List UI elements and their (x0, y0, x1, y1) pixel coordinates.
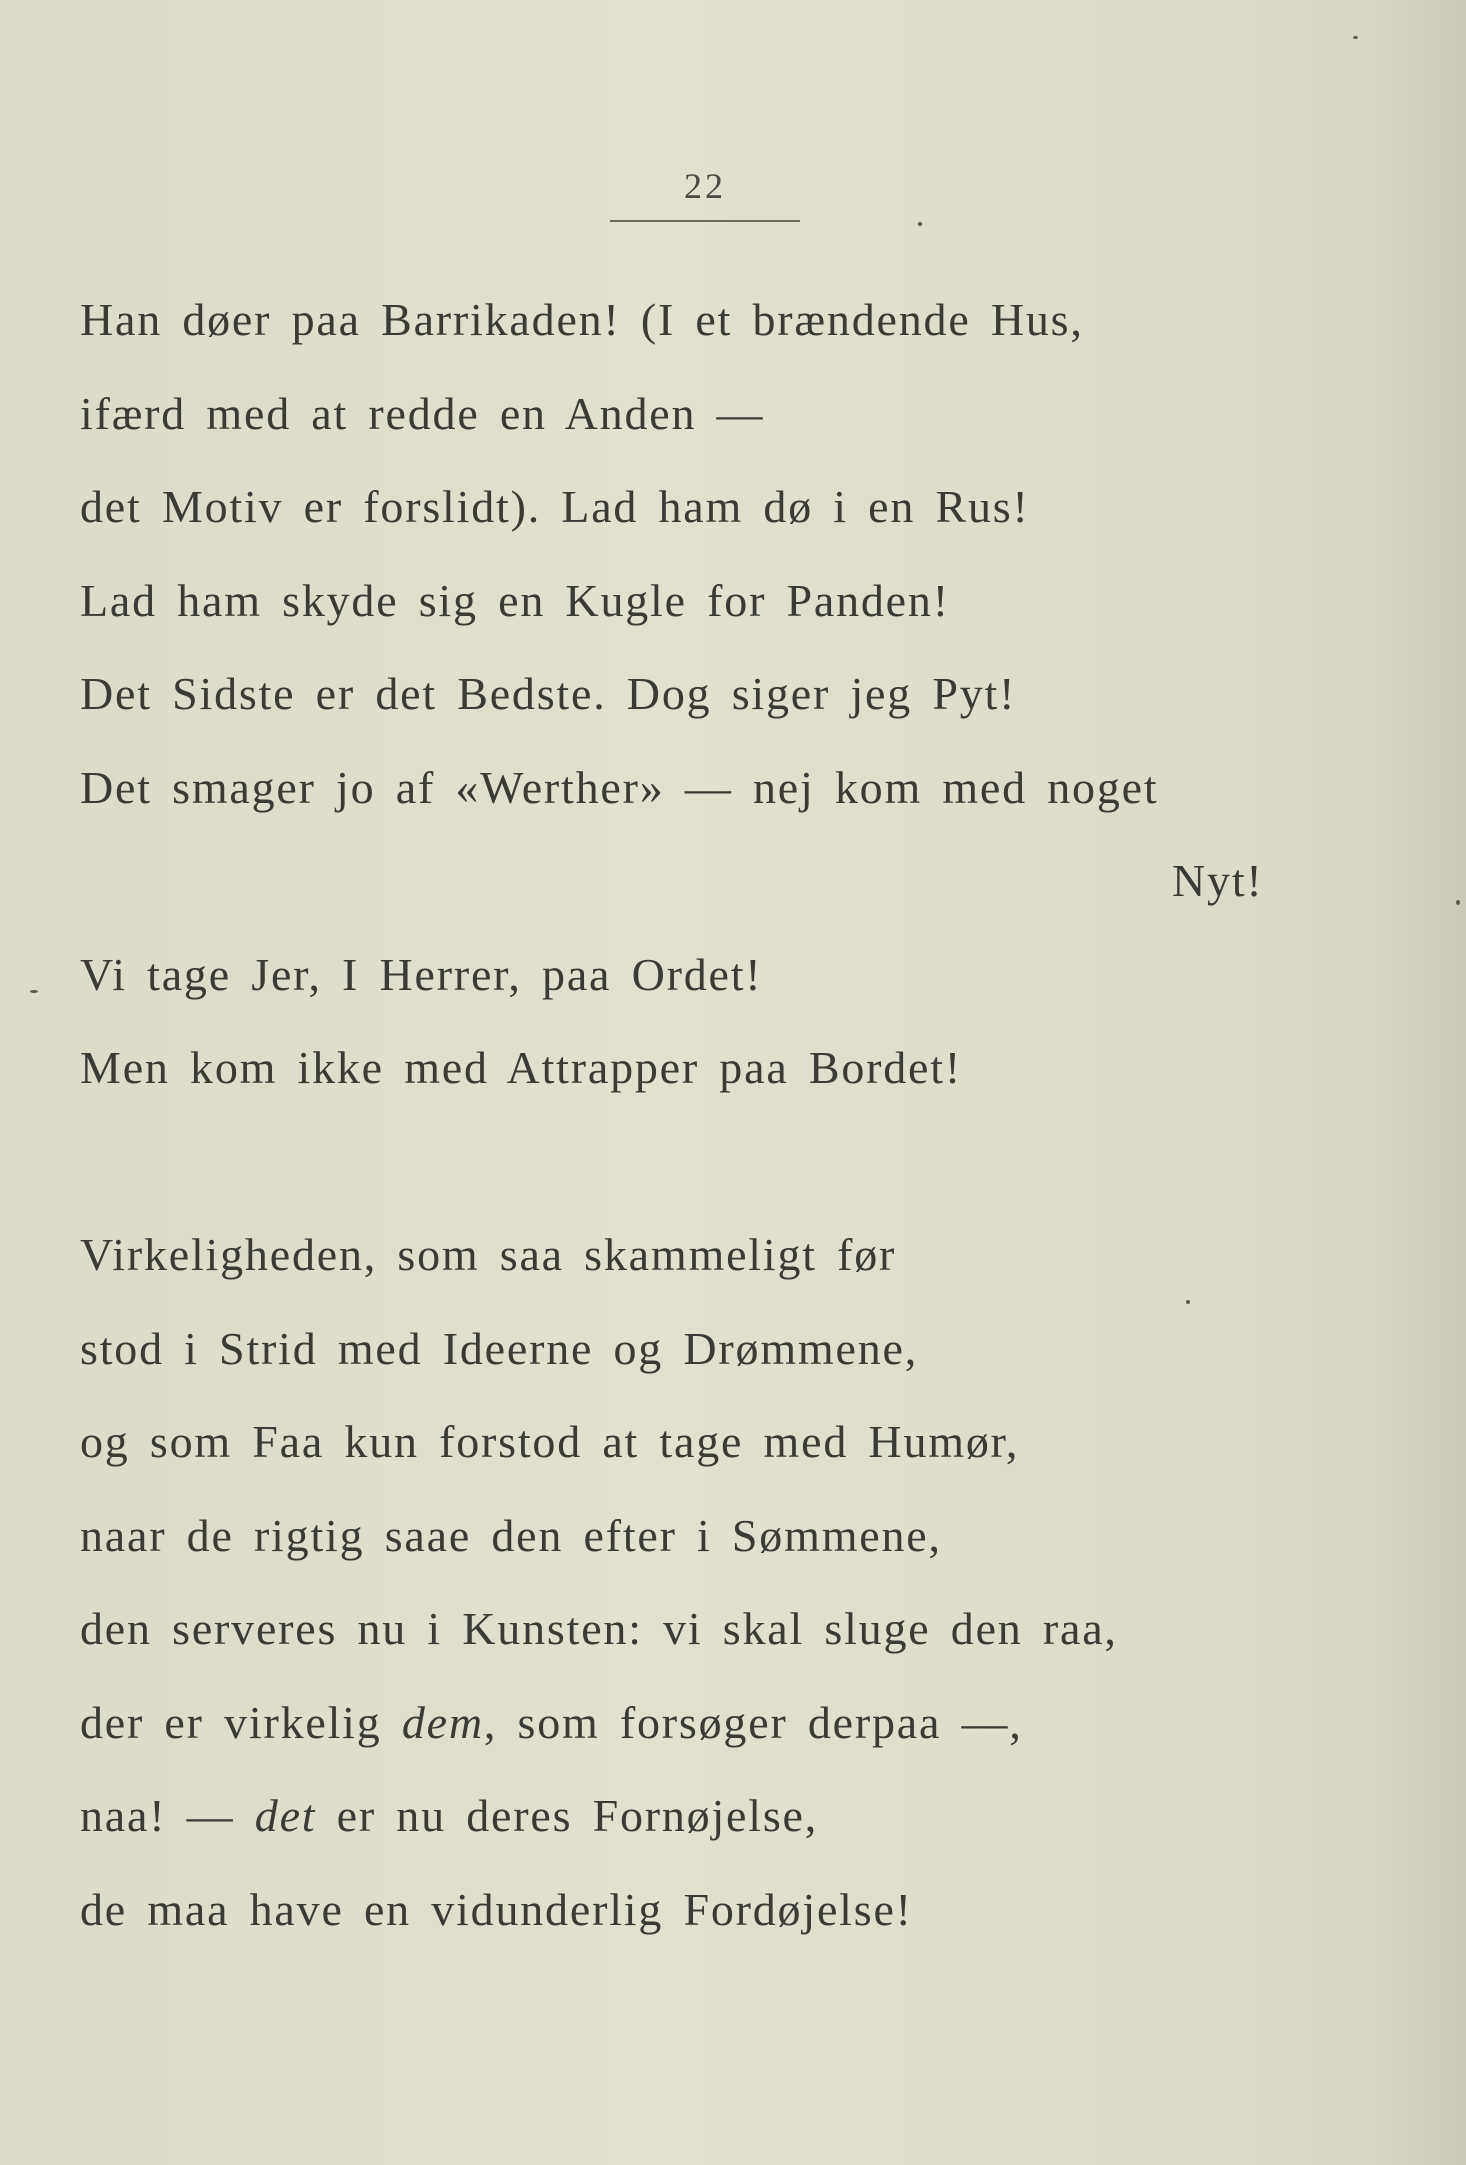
poem-line: stod i Strid med Ideerne og Drømmene, (80, 1322, 919, 1374)
poem-line-continuation: Nyt! (1172, 855, 1264, 906)
emphasized-word: det (254, 1790, 317, 1841)
poem-line: det Motiv er forslidt). Lad ham dø i en Rus! (80, 481, 1030, 532)
poem-line: Det smager jo af «Werther» — nej kom med noget (80, 761, 1159, 813)
print-speck (1353, 36, 1358, 39)
page-number: 22 (684, 166, 726, 206)
print-speck (1456, 900, 1460, 905)
line-text: naa! — (80, 1790, 255, 1841)
line-text: der er virkelig (80, 1696, 402, 1748)
emphasized-word: dem (401, 1696, 484, 1748)
poem-line (80, 1786, 1360, 1880)
print-speck (918, 222, 922, 226)
page-edge-shadow (1356, 0, 1466, 2165)
stanza-2 (80, 1225, 1360, 1973)
stanza-1 (80, 290, 1360, 1132)
poem-text (80, 290, 1360, 1973)
poem-line (80, 1693, 1360, 1787)
stanza-break (80, 1132, 1360, 1226)
page-number-rule (610, 220, 800, 222)
poem-line: Han døer paa Barrikaden! (I et brændende Hus, (80, 294, 1084, 345)
poem-line: Lad ham skyde sig en Kugle for Panden! (80, 574, 950, 626)
line-text: er nu deres Fornøjelse, (316, 1790, 819, 1841)
print-speck (30, 990, 38, 993)
poem-line: Men kom ikke med Attrapper paa Bordet! (80, 1042, 962, 1093)
poem-line: Virkeligheden, som saa skammeligt før (80, 1229, 897, 1280)
print-speck (1186, 1300, 1190, 1304)
poem-line: Vi tage Jer, I Herrer, paa Ordet! (80, 948, 763, 1000)
poem-line: Det Sidste er det Bedste. Dog siger jeg Pyt! (80, 668, 1017, 719)
poem-line: den serveres nu i Kunsten: vi skal sluge den raa, (80, 1603, 1118, 1654)
poem-line: de maa have en vidunderlig Fordøjelse! (80, 1883, 913, 1935)
poem-line: og som Faa kun forstod at tage med Humør, (80, 1416, 1020, 1467)
poem-line: naar de rigtig saae den efter i Sømmene, (80, 1509, 942, 1561)
line-text: , som forsøger derpaa —, (483, 1696, 1023, 1748)
poem-line: ifærd med at redde en Anden — (80, 387, 765, 439)
